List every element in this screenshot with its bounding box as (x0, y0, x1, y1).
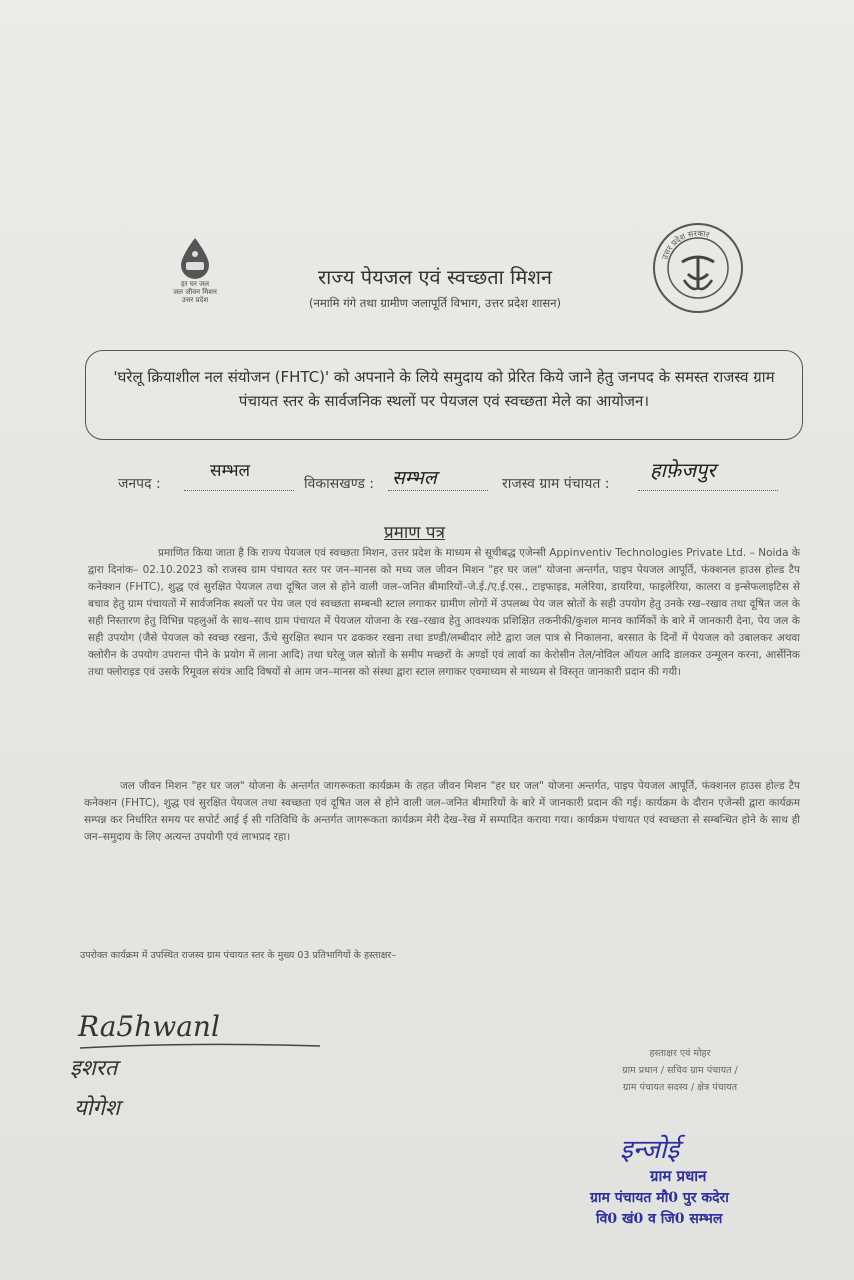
pradhan-stamp (590, 1130, 780, 1228)
emblem-text: उत्तर प्रदेश सरकार (660, 228, 711, 261)
janpad-label: जनपद : (118, 476, 161, 492)
page-title: राज्य पेयजल एवं स्वच्छता मिशन (317, 265, 553, 289)
gram-panchayat-value: हाफ़ेजपुर (650, 458, 716, 482)
gram-panchayat-label: राजस्व ग्राम पंचायत : (502, 476, 610, 492)
location-fields (118, 458, 798, 502)
logo-caption-3: उत्तर प्रदेश (181, 296, 209, 304)
certificate-paragraph-2: जल जीवन मिशन "हर घर जल" योजना के अन्तर्गत जागरूकता कार्यक्रम के तहत जीवन मिशन "हर घर जल" योजना अन्तर्गत, पाइप पेयजल आपूर्ति, फंक्शनल हाउस होल्ड टैप कनेक्शन (FHTC), शुद्ध एवं सुरक्षित पेयजल तथा स्वच्छता एवं दूषित जल से होने वाली जल–जनित बीमारियों के बारे में जानकारी प्रदान की गई। कार्यक्रम के दौरान एजेन्सी द्वारा कार्यक्रम सम्पन्न कर निर्धारित समय पर सपोर्ट आई ई सी गतिविधि के अन्तर्गत जागरूकता कार्यक्रम मेरी देख–रेख में सम्पादित कराया गया। कार्यक्रम पंचायत एवं स्वच्छता से सम्बन्धित होने के साथ ही जन–समुदाय के लिए अत्यन्त उपयोगी एवं लाभप्रद रहा। (84, 780, 800, 843)
block-value: सम्भल (392, 467, 437, 489)
certificate-heading: प्रमाण पत्र (384, 523, 445, 543)
signature-block-line2: ग्राम प्रधान / सचिव ग्राम पंचायत / (622, 1065, 738, 1076)
page-subtitle: (नमामि गंगे तथा ग्रामीण जलापूर्ति विभाग, उत्तर प्रदेश शासन) (308, 296, 562, 310)
stamp-line-2: ग्राम पंचायत मौ0 पुर कदेरा (590, 1190, 729, 1206)
certificate-paragraph-1: प्रमाणित किया जाता है कि राज्य पेयजल एवं स्वच्छता मिशन, उत्तर प्रदेश के माध्यम से सूचीबद्ध एजेन्सी Appinventiv Technologies Private Ltd. – Noida के द्वारा दिनांक– 02.10.2023 को राजस्व ग्राम पंचायत स्तर पर जन–मानस को मध्य जल जीवन मिशन "हर घर जल" योजना अन्तर्गत, पाइप पेयजल आपूर्ति, फंक्शनल हाउस होल्ड टैप कनेक्शन (FHTC), शुद्ध एवं सुरक्षित पेयजल तथा दूषित जल से होने वाली जल–जनित बीमारियों–जे.ई./ए.ई.एस., टाइफाइड, मलेरिया, डायरिया, फाइलेरिया, कालरा व इन्सेफलाइटिस से बचाव हेतु ग्राम पंचायतों में सार्वजनिक स्थलों पर पेय जल एवं स्वच्छता सम्बन्धी स्टाल लगाकर ग्रामीण लोगों में उपलब्ध पेय जल स्रोतों के सही उपयोग हेतु उनके रख–रखाव तथा दूषित जल के सही निस्तारण हेतु विभिन्न पहलुओं के साथ–साथ ग्राम पंचायत में पेयजल योजना के रख–रखाव हेतु आवश्यक प्रशिक्षित तकनीकी/कुशल मानव कार्मिकों के बारे में जानकारी देना, पेय जल के सही उपयोग (जैसे पेयजल को स्वच्छ रखना, ऊँचे सुरक्षित स्थान पर ढककर रखना तथा डण्डी/लम्बीदार लोटे द्वारा जल पात्र से निकालना, बरसात के दिनों में पेयजल को उबालकर अथवा क्लोरीन के उपयोग उपरान्त पीने के प्रयोग में लाना आदि) तथा घरेलू जल स्रोतों के समीप मच्छरों के अण्डों एवं लार्वा का केरोसीन तेल/नोविल ऑयल आदि डालकर उन्मूलन करना, आर्सेनिक तथा फ्लोराइड एवं उसके रिमूवल संयंत्र आदि विषयों से आम जन–मानस को संस्था द्वारा स्टाल लगाकर एवमाध्यम से माध्यम से विस्तृत जानकारी प्रदान की गयी। (88, 547, 800, 678)
emblem-icon (652, 222, 744, 314)
signature-underline (70, 1040, 330, 1052)
stamp-line-1: ग्राम प्रधान (650, 1167, 707, 1185)
har-ghar-jal-logo (160, 236, 230, 304)
stamp-line-3: वि0 खं0 व जि0 सम्भल (596, 1211, 723, 1227)
participant-signature-2: इशरत (70, 1056, 118, 1081)
block-label: विकासखण्ड : (304, 476, 375, 492)
water-drop-icon (173, 236, 217, 280)
janpad-value: सम्भल (210, 461, 251, 481)
logo-caption-2: जल जीवन मिशन (173, 288, 217, 296)
logo-caption-1: हर घर जल (181, 280, 209, 288)
pradhan-handwritten-signature: इन्जोई (620, 1135, 680, 1165)
participant-signature-1: Ra5hwanl (78, 1010, 220, 1043)
signature-block-line3: ग्राम पंचायत सदस्य / क्षेत्र पंचायत (622, 1082, 738, 1093)
svg-text:उत्तर प्रदेश सरकार (660, 229, 711, 261)
up-government-emblem (652, 222, 744, 314)
participants-note: उपरोक्त कार्यक्रम में उपस्थित राजस्व ग्राम पंचायत स्तर के मुख्य 03 प्रतिभागियों के हस्ताक्षर– (80, 950, 397, 961)
event-banner: 'घरेलू क्रियाशील नल संयोजन (FHTC)' को अपनाने के लिये समुदाय को प्रेरित किये जाने हेतु जनपद के समस्त राजस्व ग्राम पंचायत स्तर के सार्वजनिक स्थलों पर पेयजल एवं स्वच्छता मेले का आयोजन। (85, 350, 803, 440)
participant-signature-3: योगेश (74, 1096, 120, 1121)
signature-block (580, 1045, 780, 1096)
header-title-block (270, 263, 600, 311)
signature-block-line1: हस्ताक्षर एवं मोहर (649, 1048, 711, 1059)
participant-signatures (70, 1010, 330, 1130)
